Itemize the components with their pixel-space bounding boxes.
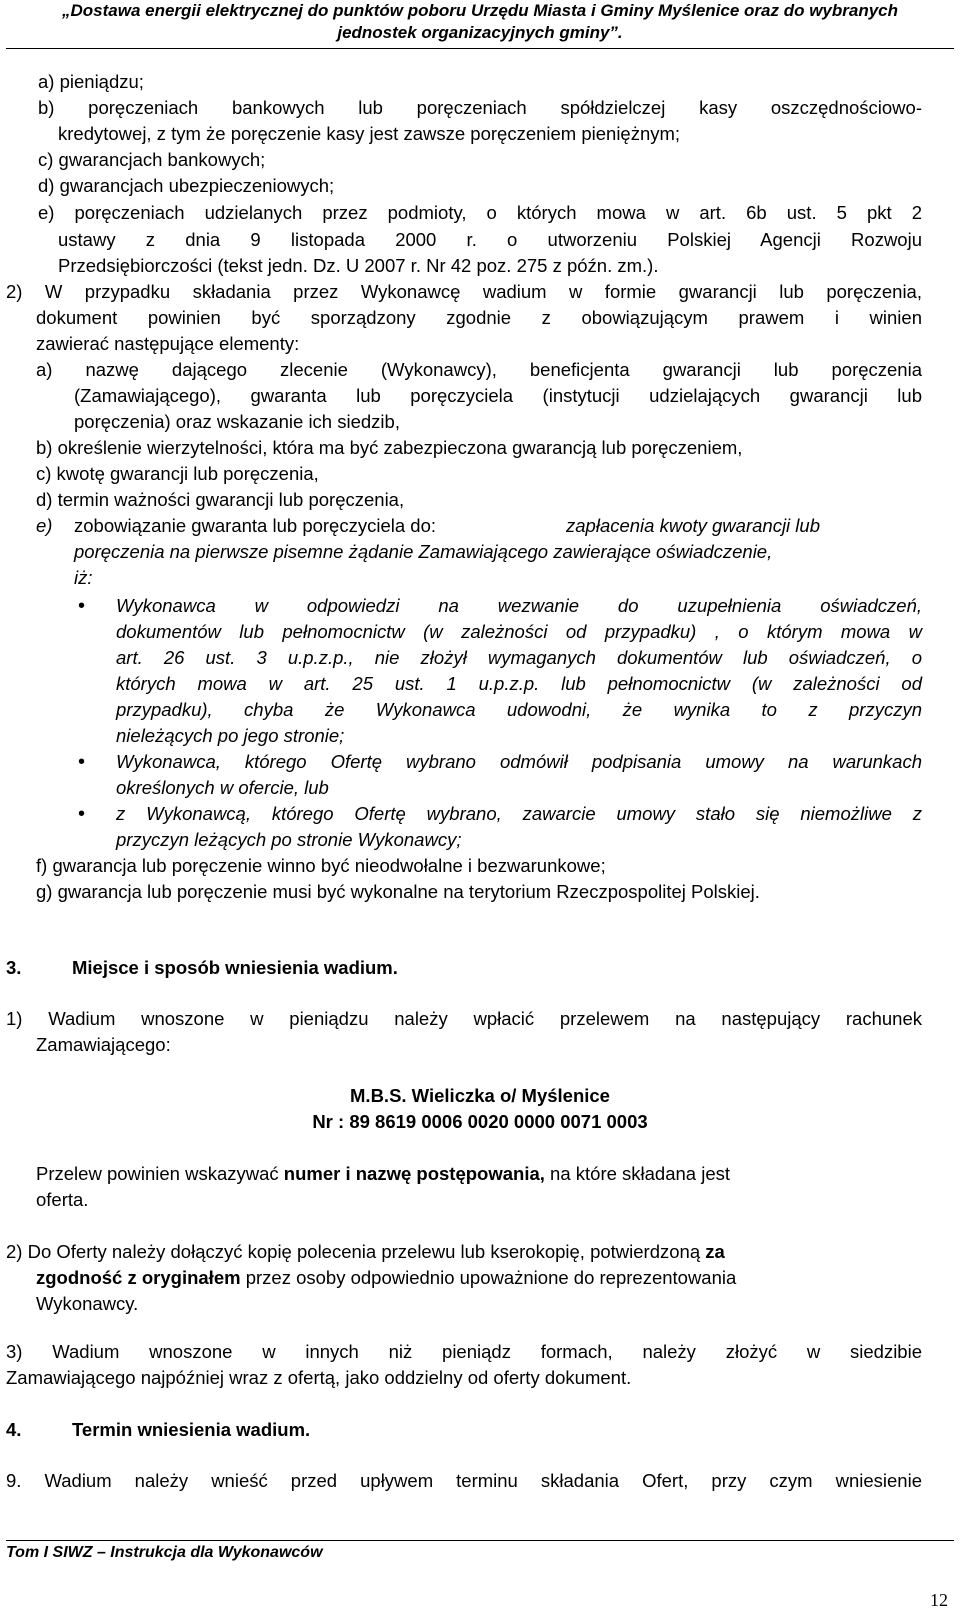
para2-e-line1b: zapłacenia kwoty gwarancji lub bbox=[566, 515, 820, 536]
bullet3-line2: przyczyn leżących po stronie Wykonawcy; bbox=[116, 829, 462, 850]
przelew-text-c: na które składana jest bbox=[544, 1163, 731, 1184]
para2-a-line3: poręczenia) oraz wskazanie ich siedzib, bbox=[74, 411, 400, 432]
bullet1-line3: art. 26 ust. 3 u.p.z.p., nie złożył wymaganych dokumentów lub oświadczeń, o bbox=[116, 647, 922, 668]
bullet1-line2: dokumentów lub pełnomocnictw (w zależności od przypadku) , o którym mowa w bbox=[116, 621, 922, 642]
przelew-line2: oferta. bbox=[36, 1189, 89, 1210]
bullet-icon: • bbox=[78, 595, 86, 617]
list-item-e-line1: e) poręczeniach udzielanych przez podmioty, o których mowa w art. 6b ust. 5 pkt 2 bbox=[38, 202, 922, 223]
para2-g: g) gwarancja lub poręczenie musi być wykonalne na terytorium Rzeczpospolitej Polskiej. bbox=[36, 881, 760, 902]
section3-title: Miejsce i sposób wniesienia wadium. bbox=[72, 957, 398, 978]
bullet-icon: • bbox=[78, 803, 86, 825]
list-item-a: a) pieniądzu; bbox=[38, 71, 144, 92]
section3-p2-line1 bbox=[6, 1239, 725, 1265]
bullet1-line1: Wykonawca w odpowiedzi na wezwanie do uzupełnienia oświadczeń, bbox=[116, 595, 922, 616]
footer-text: Tom I SIWZ – Instrukcja dla Wykonawców bbox=[6, 1544, 323, 1561]
para2-e-line1a: zobowiązanie gwaranta lub poręczyciela do: bbox=[74, 515, 436, 536]
list-item-d: d) gwarancjach ubezpieczeniowych; bbox=[38, 175, 335, 196]
section3-p2-text2: przez osoby odpowiednio upoważnione do reprezentowania bbox=[240, 1267, 737, 1288]
list-item-b-line1: b) poręczeniach bankowych lub poręczeniach spółdzielczej kasy oszczędnościowo- bbox=[38, 97, 922, 118]
section3-p2-text: 2) Do Oferty należy dołączyć kopię polecenia przelewu lub kserokopię, potwierdzoną bbox=[6, 1241, 706, 1262]
section3-p3-line2: Zamawiającego najpóźniej wraz z ofertą, jako oddzielny od oferty dokument. bbox=[6, 1367, 632, 1388]
section3-number: 3. bbox=[6, 957, 22, 978]
header-rule bbox=[6, 48, 954, 49]
document-header bbox=[0, 0, 960, 44]
header-line-2: jednostek organizacyjnych gminy”. bbox=[337, 23, 623, 42]
para2-e-line2: poręczenia na pierwsze pisemne żądanie Zamawiającego zawierające oświadczenie, bbox=[74, 541, 773, 562]
bullet2-line1: Wykonawca, którego Ofertę wybrano odmówił podpisania umowy na warunkach bbox=[116, 751, 922, 772]
przelew-text-a: Przelew powinien wskazywać bbox=[36, 1163, 284, 1184]
bullet-icon: • bbox=[78, 751, 86, 773]
przelew-text-bold: numer i nazwę postępowania, bbox=[283, 1163, 545, 1184]
bullet1-line6: nieleżących po jego stronie; bbox=[116, 725, 345, 746]
bullet1-line4: których mowa w art. 25 ust. 1 u.p.z.p. lub pełnomocnictw (w zależności od bbox=[116, 673, 922, 694]
para2-e-line3: iż: bbox=[74, 567, 93, 588]
para2-f: f) gwarancja lub poręczenie winno być nieodwołalne i bezwarunkowe; bbox=[36, 855, 606, 876]
para2-line1: 2) W przypadku składania przez Wykonawcę wadium w formie gwarancji lub poręczenia, bbox=[6, 281, 922, 302]
bullet3-line1: z Wykonawcą, którego Ofertę wybrano, zawarcie umowy stało się niemożliwe z bbox=[116, 803, 922, 824]
section4-title: Termin wniesienia wadium. bbox=[72, 1419, 311, 1440]
para2-a-line2: (Zamawiającego), gwaranta lub poręczyciela (instytucji udzielających gwarancji lub bbox=[74, 385, 922, 406]
section3-p2-line3: Wykonawcy. bbox=[36, 1293, 139, 1314]
list-item-e-line3: Przedsiębiorczości (tekst jedn. Dz. U 2007 r. Nr 42 poz. 275 z późn. zm.). bbox=[58, 255, 659, 276]
para2-a-line1: a) nazwę dającego zlecenie (Wykonawcy), beneficjenta gwarancji lub poręczenia bbox=[36, 359, 922, 380]
section4-number: 4. bbox=[6, 1419, 22, 1440]
para2-d: d) termin ważności gwarancji lub poręczenia, bbox=[36, 489, 405, 510]
para2-c: c) kwotę gwarancji lub poręczenia, bbox=[36, 463, 319, 484]
section3-p1-line1: 1) Wadium wnoszone w pieniądzu należy wpłacić przelewem na następujący rachunek bbox=[6, 1008, 922, 1029]
list-item-e-line2: ustawy z dnia 9 listopada 2000 r. o utworzeniu Polskiej Agencji Rozwoju bbox=[58, 229, 922, 250]
bank-name: M.B.S. Wieliczka o/ Myślenice bbox=[350, 1085, 610, 1106]
list-item-c: c) gwarancjach bankowych; bbox=[38, 149, 266, 170]
para2-e-label: e) bbox=[36, 515, 53, 536]
section3-p1-line2: Zamawiającego: bbox=[36, 1034, 171, 1055]
przelew-line1 bbox=[36, 1161, 730, 1187]
list-item-b-line2: kredytowej, z tym że poręczenie kasy jest zawsze poręczeniem pieniężnym; bbox=[58, 123, 681, 144]
section3-p2-line2 bbox=[36, 1265, 736, 1291]
bank-account-number: Nr : 89 8619 0006 0020 0000 0071 0003 bbox=[312, 1111, 648, 1132]
para2-line3: zawierać następujące elementy: bbox=[36, 333, 300, 354]
footer-rule bbox=[6, 1540, 954, 1541]
header-line-1: „Dostawa energii elektrycznej do punktów poboru Urzędu Miasta i Gminy Myślenice oraz do wybranych bbox=[61, 1, 898, 20]
bullet1-line5: przypadku), chyba że Wykonawca udowodni, że wynika to z przyczyn bbox=[116, 699, 922, 720]
para2-b: b) określenie wierzytelności, która ma być zabezpieczona gwarancją lub poręczeniem, bbox=[36, 437, 743, 458]
para2-line2: dokument powinien być sporządzony zgodnie z obowiązującym prawem i winien bbox=[36, 307, 922, 328]
page-number: 12 bbox=[930, 1590, 948, 1610]
bullet2-line2: określonych w ofercie, lub bbox=[116, 777, 329, 798]
section3-p2-bold: zgodność z oryginałem bbox=[36, 1267, 241, 1288]
section3-p3-line1: 3) Wadium wnoszone w innych niż pieniądz formach, należy złożyć w siedzibie bbox=[6, 1341, 922, 1362]
section3-p2-bold-za: za bbox=[705, 1241, 725, 1262]
section4-p9: 9. Wadium należy wnieść przed upływem terminu składania Ofert, przy czym wniesienie bbox=[6, 1470, 922, 1491]
